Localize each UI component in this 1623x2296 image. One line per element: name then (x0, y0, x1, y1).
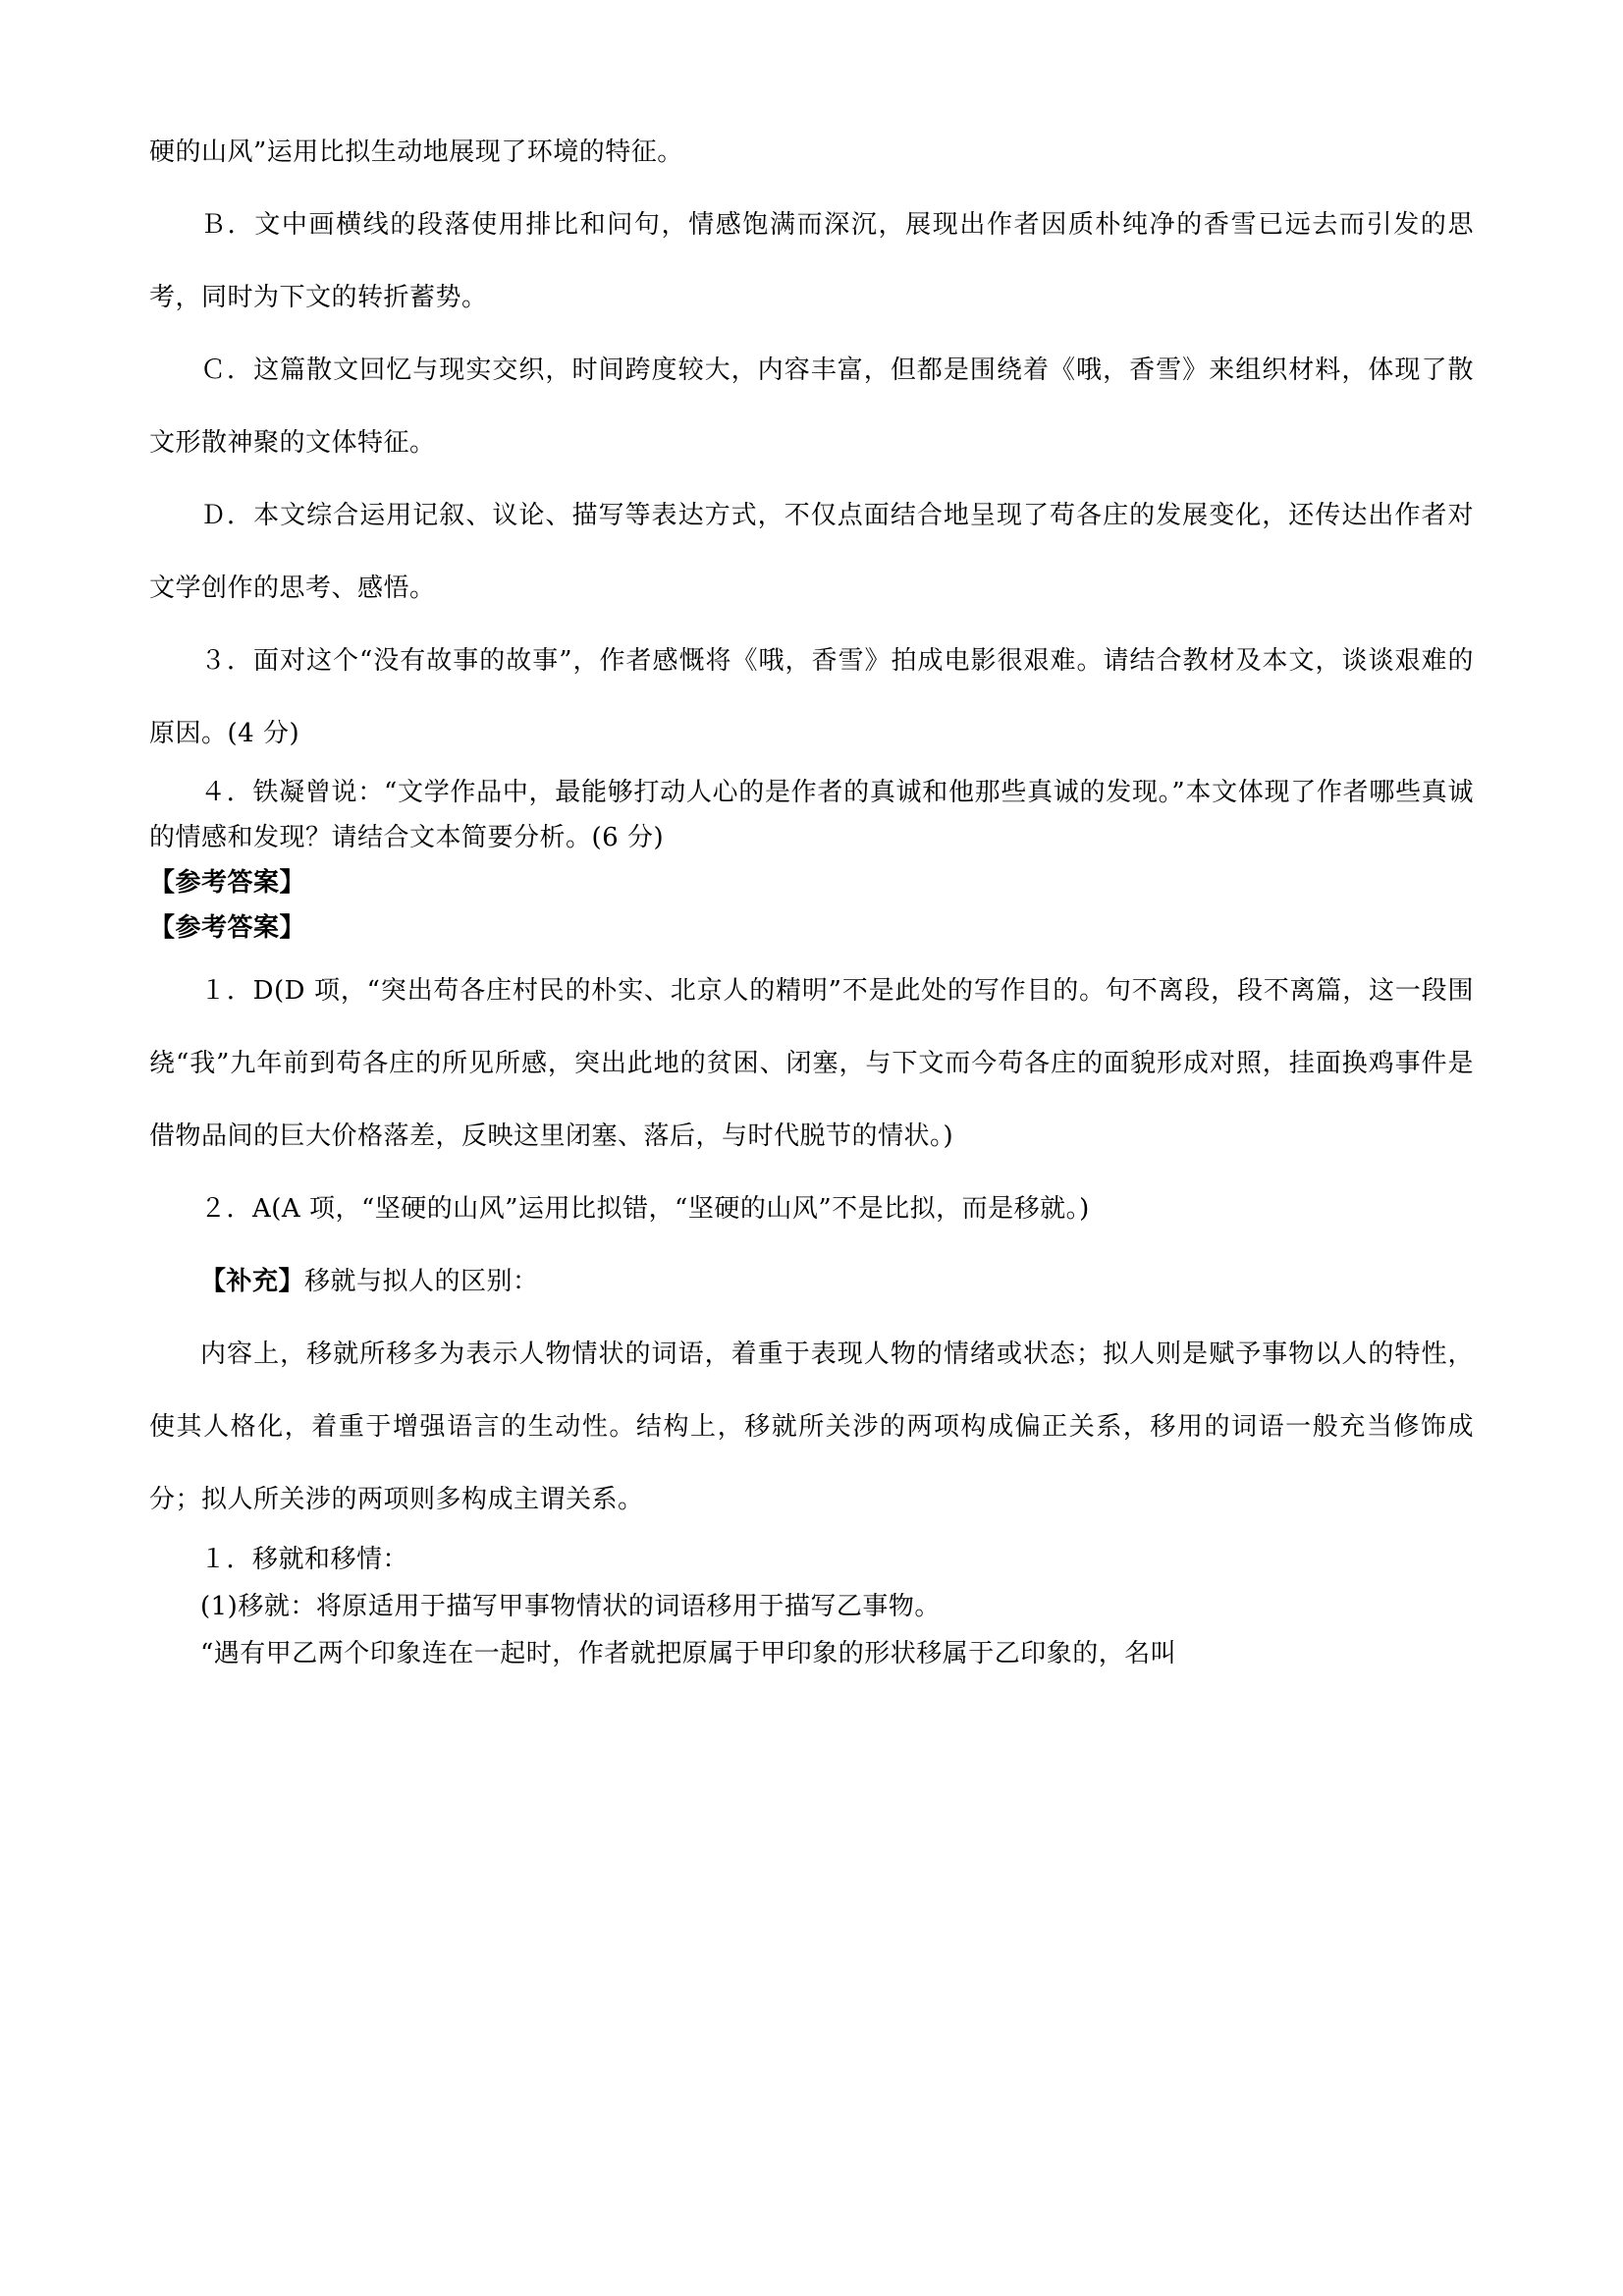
heading-reference-answer-1: 【参考答案】 (149, 868, 306, 898)
paragraph-line-a-tail: 硬的山风”运用比拟生动地展现了环境的特征。 (149, 137, 683, 167)
heading-reference-answer-2: 【参考答案】 (149, 913, 306, 943)
paragraph-sub-item-quote: “遇有甲乙两个印象连在一起时，作者就把原属于甲印象的形状移属于乙印象的，名叫 (200, 1639, 1177, 1668)
paragraph-supplement-body: 内容上，移就所移多为表示人物情状的词语，着重于表现人物的情绪或状态；拟人则是赋予事物以人的特性，使其人格化，着重于增强语言的生动性。结构上，移就所关涉的两项构成偏正关系，移用的词语一般充当修饰成分；拟人所关涉的两项则多构成主谓关系。 (149, 1339, 1474, 1514)
supplement-label: 【补充】 (200, 1267, 305, 1296)
paragraph-question-4: ４．铁凝曾说：“文学作品中，最能够打动人心的是作者的真诚和他那些真诚的发现。”本文体现了作者哪些真诚的情感和发现？请结合文本简要分析。(6 分) (149, 778, 1474, 852)
paragraph-option-c: Ｃ．这篇散文回忆与现实交织，时间跨度较大，内容丰富，但都是围绕着《哦，香雪》来组织材料，体现了散文形散神聚的文体特征。 (149, 355, 1474, 458)
supplement-title-text: 移就与拟人的区别： (304, 1267, 539, 1296)
paragraph-question-3: ３．面对这个“没有故事的故事”，作者感慨将《哦，香雪》拍成电影很艰难。请结合教材及本文，谈谈艰难的原因。(4 分) (149, 646, 1474, 748)
paragraph-supplement-title (149, 1245, 1474, 1318)
paragraph-option-d: Ｄ．本文综合运用记叙、议论、描写等表达方式，不仅点面结合地呈现了苟各庄的发展变化，还传达出作者对文学创作的思考、感悟。 (149, 501, 1474, 603)
paragraph-answer-2: ２．A(A 项，“坚硬的山风”运用比拟错，“坚硬的山风”不是比拟，而是移就。) (200, 1194, 1090, 1224)
paragraph-option-b: Ｂ．文中画横线的段落使用排比和问句，情感饱满而深沉，展现出作者因质朴纯净的香雪已远去而引发的思考，同时为下文的转折蓄势。 (149, 210, 1474, 312)
paragraph-sub-item-1: １．移就和移情： (200, 1545, 409, 1574)
paragraph-sub-item-1-1: (1)移就：将原适用于描写甲事物情状的词语移用于描写乙事物。 (200, 1592, 941, 1621)
paragraph-answer-1: １．D(D 项，“突出苟各庄村民的朴实、北京人的精明”不是此处的写作目的。句不离段，段不离篇，这一段围绕“我”九年前到苟各庄的所见所感，突出此地的贫困、闭塞，与下文而今苟各庄的面貌形成对照，挂面换鸡事件是借物品间的巨大价格落差，反映这里闭塞、落后，与时代脱节的情状。) (149, 976, 1474, 1151)
